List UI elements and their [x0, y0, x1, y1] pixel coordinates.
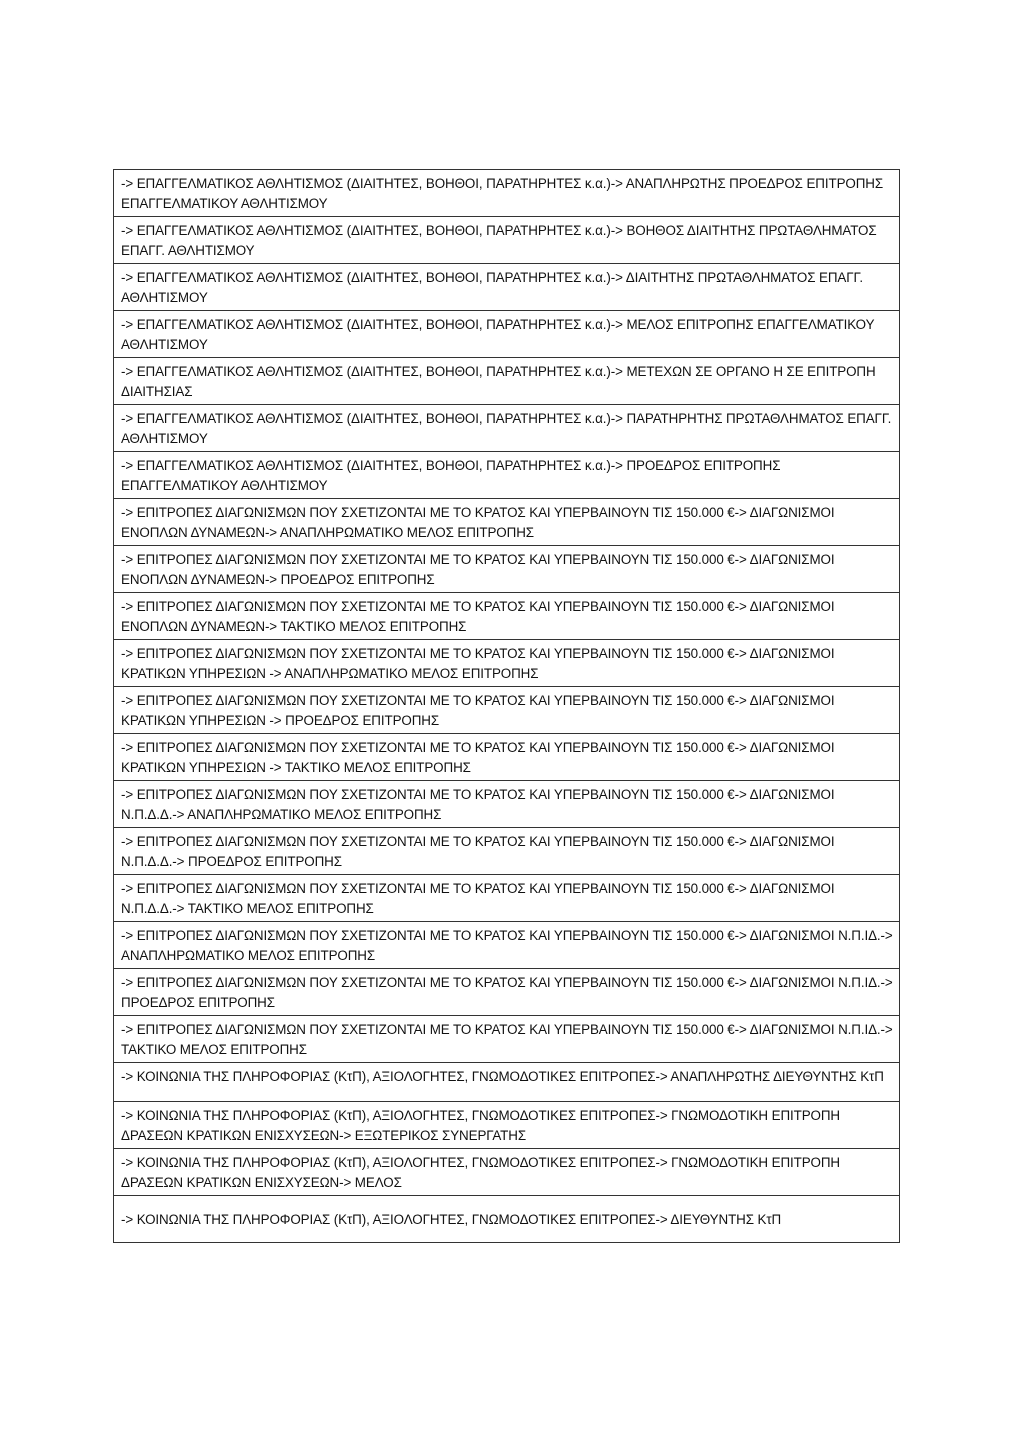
table-row — [114, 734, 900, 781]
table-row — [114, 405, 900, 452]
category-table — [113, 169, 900, 1243]
table-row — [114, 170, 900, 217]
table-row — [114, 217, 900, 264]
table-row — [114, 969, 900, 1016]
table-cell: -> ΕΠΙΤΡΟΠΕΣ ΔΙΑΓΩΝΙΣΜΩΝ ΠΟΥ ΣΧΕΤΙΖΟΝΤΑΙ ΜΕ ΤΟ ΚΡΑΤΟΣ ΚΑΙ ΥΠΕΡΒΑΙΝΟΥΝ ΤΙΣ 150.000 €-> ΔΙΑΓΩΝΙΣΜΟΙ ΕΝΟΠΛΩΝ ΔΥΝΑΜΕΩΝ-> ΑΝΑΠΛΗΡΩΜΑΤΙΚΟ ΜΕΛΟΣ ΕΠΙΤΡΟΠΗΣ — [114, 499, 900, 546]
table-row — [114, 1196, 900, 1243]
table-row — [114, 311, 900, 358]
table-row — [114, 452, 900, 499]
table-row — [114, 546, 900, 593]
table-row — [114, 875, 900, 922]
table-cell: -> ΕΠΙΤΡΟΠΕΣ ΔΙΑΓΩΝΙΣΜΩΝ ΠΟΥ ΣΧΕΤΙΖΟΝΤΑΙ ΜΕ ΤΟ ΚΡΑΤΟΣ ΚΑΙ ΥΠΕΡΒΑΙΝΟΥΝ ΤΙΣ 150.000 €-> ΔΙΑΓΩΝΙΣΜΟΙ ΕΝΟΠΛΩΝ ΔΥΝΑΜΕΩΝ-> ΤΑΚΤΙΚΟ ΜΕΛΟΣ ΕΠΙΤΡΟΠΗΣ — [114, 593, 900, 640]
table-cell: -> ΕΠΑΓΓΕΛΜΑΤΙΚΟΣ ΑΘΛΗΤΙΣΜΟΣ (ΔΙΑΙΤΗΤΕΣ, ΒΟΗΘΟΙ, ΠΑΡΑΤΗΡΗΤΕΣ κ.α.)-> ΠΑΡΑΤΗΡΗΤΗΣ ΠΡΩΤΑΘΛΗΜΑΤΟΣ ΕΠΑΓΓ. ΑΘΛΗΤΙΣΜΟΥ — [114, 405, 900, 452]
table-cell: -> ΚΟΙΝΩΝΙΑ ΤΗΣ ΠΛΗΡΟΦΟΡΙΑΣ (ΚτΠ), ΑΞΙΟΛΟΓΗΤΕΣ, ΓΝΩΜΟΔΟΤΙΚΕΣ ΕΠΙΤΡΟΠΕΣ-> ΔΙΕΥΘΥΝΤΗΣ ΚτΠ — [114, 1196, 900, 1243]
table-row — [114, 1063, 900, 1102]
table-cell: -> ΕΠΑΓΓΕΛΜΑΤΙΚΟΣ ΑΘΛΗΤΙΣΜΟΣ (ΔΙΑΙΤΗΤΕΣ, ΒΟΗΘΟΙ, ΠΑΡΑΤΗΡΗΤΕΣ κ.α.)-> ΜΕΛΟΣ ΕΠΙΤΡΟΠΗΣ ΕΠΑΓΓΕΛΜΑΤΙΚΟΥ ΑΘΛΗΤΙΣΜΟΥ — [114, 311, 900, 358]
table-cell: -> ΕΠΙΤΡΟΠΕΣ ΔΙΑΓΩΝΙΣΜΩΝ ΠΟΥ ΣΧΕΤΙΖΟΝΤΑΙ ΜΕ ΤΟ ΚΡΑΤΟΣ ΚΑΙ ΥΠΕΡΒΑΙΝΟΥΝ ΤΙΣ 150.000 €-> ΔΙΑΓΩΝΙΣΜΟΙ Ν.Π.ΙΔ.-> ΤΑΚΤΙΚΟ ΜΕΛΟΣ ΕΠΙΤΡΟΠΗΣ — [114, 1016, 900, 1063]
table-cell: -> ΚΟΙΝΩΝΙΑ ΤΗΣ ΠΛΗΡΟΦΟΡΙΑΣ (ΚτΠ), ΑΞΙΟΛΟΓΗΤΕΣ, ΓΝΩΜΟΔΟΤΙΚΕΣ ΕΠΙΤΡΟΠΕΣ-> ΓΝΩΜΟΔΟΤΙΚΗ ΕΠΙΤΡΟΠΗ ΔΡΑΣΕΩΝ ΚΡΑΤΙΚΩΝ ΕΝΙΣΧΥΣΕΩΝ-> ΜΕΛΟΣ — [114, 1149, 900, 1196]
table-row — [114, 593, 900, 640]
table-cell: -> ΕΠΙΤΡΟΠΕΣ ΔΙΑΓΩΝΙΣΜΩΝ ΠΟΥ ΣΧΕΤΙΖΟΝΤΑΙ ΜΕ ΤΟ ΚΡΑΤΟΣ ΚΑΙ ΥΠΕΡΒΑΙΝΟΥΝ ΤΙΣ 150.000 €-> ΔΙΑΓΩΝΙΣΜΟΙ ΚΡΑΤΙΚΩΝ ΥΠΗΡΕΣΙΩΝ -> ΑΝΑΠΛΗΡΩΜΑΤΙΚΟ ΜΕΛΟΣ ΕΠΙΤΡΟΠΗΣ — [114, 640, 900, 687]
table-cell: -> ΕΠΙΤΡΟΠΕΣ ΔΙΑΓΩΝΙΣΜΩΝ ΠΟΥ ΣΧΕΤΙΖΟΝΤΑΙ ΜΕ ΤΟ ΚΡΑΤΟΣ ΚΑΙ ΥΠΕΡΒΑΙΝΟΥΝ ΤΙΣ 150.000 €-> ΔΙΑΓΩΝΙΣΜΟΙ Ν.Π.Δ.Δ.-> ΠΡΟΕΔΡΟΣ ΕΠΙΤΡΟΠΗΣ — [114, 828, 900, 875]
table-cell: -> ΕΠΙΤΡΟΠΕΣ ΔΙΑΓΩΝΙΣΜΩΝ ΠΟΥ ΣΧΕΤΙΖΟΝΤΑΙ ΜΕ ΤΟ ΚΡΑΤΟΣ ΚΑΙ ΥΠΕΡΒΑΙΝΟΥΝ ΤΙΣ 150.000 €-> ΔΙΑΓΩΝΙΣΜΟΙ Ν.Π.ΙΔ.-> ΠΡΟΕΔΡΟΣ ΕΠΙΤΡΟΠΗΣ — [114, 969, 900, 1016]
table-cell: -> ΕΠΙΤΡΟΠΕΣ ΔΙΑΓΩΝΙΣΜΩΝ ΠΟΥ ΣΧΕΤΙΖΟΝΤΑΙ ΜΕ ΤΟ ΚΡΑΤΟΣ ΚΑΙ ΥΠΕΡΒΑΙΝΟΥΝ ΤΙΣ 150.000 €-> ΔΙΑΓΩΝΙΣΜΟΙ ΚΡΑΤΙΚΩΝ ΥΠΗΡΕΣΙΩΝ -> ΠΡΟΕΔΡΟΣ ΕΠΙΤΡΟΠΗΣ — [114, 687, 900, 734]
table-row — [114, 922, 900, 969]
table-row — [114, 358, 900, 405]
table-cell: -> ΚΟΙΝΩΝΙΑ ΤΗΣ ΠΛΗΡΟΦΟΡΙΑΣ (ΚτΠ), ΑΞΙΟΛΟΓΗΤΕΣ, ΓΝΩΜΟΔΟΤΙΚΕΣ ΕΠΙΤΡΟΠΕΣ-> ΓΝΩΜΟΔΟΤΙΚΗ ΕΠΙΤΡΟΠΗ ΔΡΑΣΕΩΝ ΚΡΑΤΙΚΩΝ ΕΝΙΣΧΥΣΕΩΝ-> ΕΞΩΤΕΡΙΚΟΣ ΣΥΝΕΡΓΑΤΗΣ — [114, 1102, 900, 1149]
table-row — [114, 828, 900, 875]
table-row — [114, 1016, 900, 1063]
table-cell: -> ΕΠΙΤΡΟΠΕΣ ΔΙΑΓΩΝΙΣΜΩΝ ΠΟΥ ΣΧΕΤΙΖΟΝΤΑΙ ΜΕ ΤΟ ΚΡΑΤΟΣ ΚΑΙ ΥΠΕΡΒΑΙΝΟΥΝ ΤΙΣ 150.000 €-> ΔΙΑΓΩΝΙΣΜΟΙ Ν.Π.ΙΔ.-> ΑΝΑΠΛΗΡΩΜΑΤΙΚΟ ΜΕΛΟΣ ΕΠΙΤΡΟΠΗΣ — [114, 922, 900, 969]
table-row — [114, 1102, 900, 1149]
table-row — [114, 781, 900, 828]
table-row — [114, 264, 900, 311]
table-cell: -> ΕΠΑΓΓΕΛΜΑΤΙΚΟΣ ΑΘΛΗΤΙΣΜΟΣ (ΔΙΑΙΤΗΤΕΣ, ΒΟΗΘΟΙ, ΠΑΡΑΤΗΡΗΤΕΣ κ.α.)-> ΑΝΑΠΛΗΡΩΤΗΣ ΠΡΟΕΔΡΟΣ ΕΠΙΤΡΟΠΗΣ ΕΠΑΓΓΕΛΜΑΤΙΚΟΥ ΑΘΛΗΤΙΣΜΟΥ — [114, 170, 900, 217]
table-row — [114, 1149, 900, 1196]
table-cell: -> ΕΠΙΤΡΟΠΕΣ ΔΙΑΓΩΝΙΣΜΩΝ ΠΟΥ ΣΧΕΤΙΖΟΝΤΑΙ ΜΕ ΤΟ ΚΡΑΤΟΣ ΚΑΙ ΥΠΕΡΒΑΙΝΟΥΝ ΤΙΣ 150.000 €-> ΔΙΑΓΩΝΙΣΜΟΙ Ν.Π.Δ.Δ.-> ΤΑΚΤΙΚΟ ΜΕΛΟΣ ΕΠΙΤΡΟΠΗΣ — [114, 875, 900, 922]
table-cell: -> ΕΠΙΤΡΟΠΕΣ ΔΙΑΓΩΝΙΣΜΩΝ ΠΟΥ ΣΧΕΤΙΖΟΝΤΑΙ ΜΕ ΤΟ ΚΡΑΤΟΣ ΚΑΙ ΥΠΕΡΒΑΙΝΟΥΝ ΤΙΣ 150.000 €-> ΔΙΑΓΩΝΙΣΜΟΙ ΚΡΑΤΙΚΩΝ ΥΠΗΡΕΣΙΩΝ -> ΤΑΚΤΙΚΟ ΜΕΛΟΣ ΕΠΙΤΡΟΠΗΣ — [114, 734, 900, 781]
table-cell: -> ΕΠΑΓΓΕΛΜΑΤΙΚΟΣ ΑΘΛΗΤΙΣΜΟΣ (ΔΙΑΙΤΗΤΕΣ, ΒΟΗΘΟΙ, ΠΑΡΑΤΗΡΗΤΕΣ κ.α.)-> ΒΟΗΘΟΣ ΔΙΑΙΤΗΤΗΣ ΠΡΩΤΑΘΛΗΜΑΤΟΣ ΕΠΑΓΓ. ΑΘΛΗΤΙΣΜΟΥ — [114, 217, 900, 264]
table-row — [114, 687, 900, 734]
table-cell: -> ΕΠΙΤΡΟΠΕΣ ΔΙΑΓΩΝΙΣΜΩΝ ΠΟΥ ΣΧΕΤΙΖΟΝΤΑΙ ΜΕ ΤΟ ΚΡΑΤΟΣ ΚΑΙ ΥΠΕΡΒΑΙΝΟΥΝ ΤΙΣ 150.000 €-> ΔΙΑΓΩΝΙΣΜΟΙ ΕΝΟΠΛΩΝ ΔΥΝΑΜΕΩΝ-> ΠΡΟΕΔΡΟΣ ΕΠΙΤΡΟΠΗΣ — [114, 546, 900, 593]
category-table-body — [114, 170, 900, 1243]
table-cell: -> ΕΠΑΓΓΕΛΜΑΤΙΚΟΣ ΑΘΛΗΤΙΣΜΟΣ (ΔΙΑΙΤΗΤΕΣ, ΒΟΗΘΟΙ, ΠΑΡΑΤΗΡΗΤΕΣ κ.α.)-> ΠΡΟΕΔΡΟΣ ΕΠΙΤΡΟΠΗΣ ΕΠΑΓΓΕΛΜΑΤΙΚΟΥ ΑΘΛΗΤΙΣΜΟΥ — [114, 452, 900, 499]
table-cell: -> ΚΟΙΝΩΝΙΑ ΤΗΣ ΠΛΗΡΟΦΟΡΙΑΣ (ΚτΠ), ΑΞΙΟΛΟΓΗΤΕΣ, ΓΝΩΜΟΔΟΤΙΚΕΣ ΕΠΙΤΡΟΠΕΣ-> ΑΝΑΠΛΗΡΩΤΗΣ ΔΙΕΥΘΥΝΤΗΣ ΚτΠ — [114, 1063, 900, 1102]
table-row — [114, 499, 900, 546]
table-cell: -> ΕΠΑΓΓΕΛΜΑΤΙΚΟΣ ΑΘΛΗΤΙΣΜΟΣ (ΔΙΑΙΤΗΤΕΣ, ΒΟΗΘΟΙ, ΠΑΡΑΤΗΡΗΤΕΣ κ.α.)-> ΜΕΤΕΧΩΝ ΣΕ ΟΡΓΑΝΟ Η ΣΕ ΕΠΙΤΡΟΠΗ ΔΙΑΙΤΗΣΙΑΣ — [114, 358, 900, 405]
table-row — [114, 640, 900, 687]
table-cell: -> ΕΠΑΓΓΕΛΜΑΤΙΚΟΣ ΑΘΛΗΤΙΣΜΟΣ (ΔΙΑΙΤΗΤΕΣ, ΒΟΗΘΟΙ, ΠΑΡΑΤΗΡΗΤΕΣ κ.α.)-> ΔΙΑΙΤΗΤΗΣ ΠΡΩΤΑΘΛΗΜΑΤΟΣ ΕΠΑΓΓ. ΑΘΛΗΤΙΣΜΟΥ — [114, 264, 900, 311]
table-cell: -> ΕΠΙΤΡΟΠΕΣ ΔΙΑΓΩΝΙΣΜΩΝ ΠΟΥ ΣΧΕΤΙΖΟΝΤΑΙ ΜΕ ΤΟ ΚΡΑΤΟΣ ΚΑΙ ΥΠΕΡΒΑΙΝΟΥΝ ΤΙΣ 150.000 €-> ΔΙΑΓΩΝΙΣΜΟΙ Ν.Π.Δ.Δ.-> ΑΝΑΠΛΗΡΩΜΑΤΙΚΟ ΜΕΛΟΣ ΕΠΙΤΡΟΠΗΣ — [114, 781, 900, 828]
